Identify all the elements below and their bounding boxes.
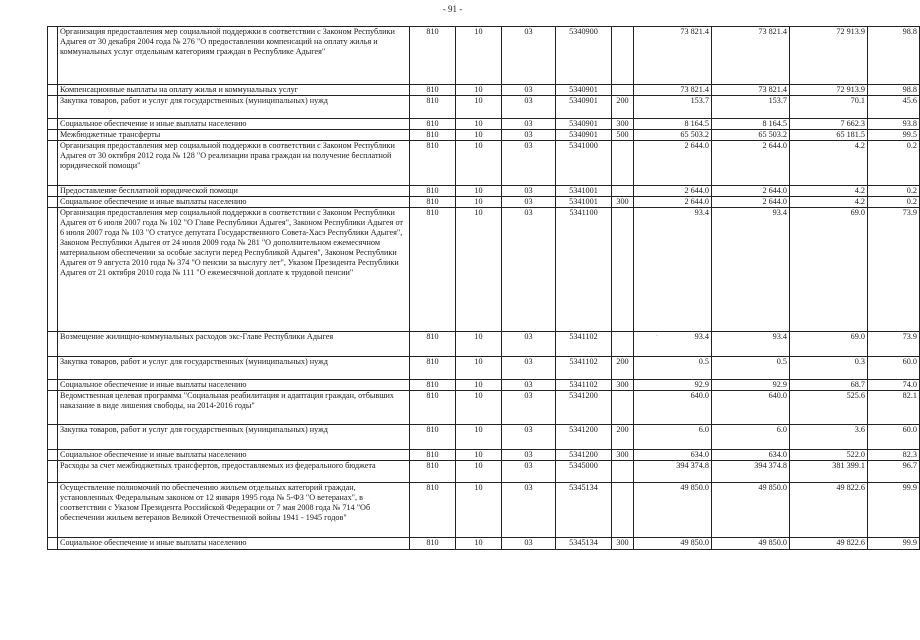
table-row <box>48 85 920 96</box>
row-section-code: 10 <box>456 208 502 332</box>
row-executed-sum: 69.0 <box>790 332 868 357</box>
row-target-article: 5341200 <box>556 450 612 461</box>
row-revised-sum: 93.4 <box>712 208 790 332</box>
row-subsection-code: 03 <box>502 332 556 357</box>
row-margin-cell <box>48 450 58 461</box>
row-expense-type <box>612 186 634 197</box>
row-approved-sum: 93.4 <box>634 208 712 332</box>
row-executed-sum: 4.2 <box>790 186 868 197</box>
row-execution-percent: 0.2 <box>868 186 920 197</box>
row-name: Социальное обеспечение и иные выплаты населению <box>58 450 410 461</box>
row-execution-percent: 0.2 <box>868 141 920 186</box>
row-approved-sum: 93.4 <box>634 332 712 357</box>
row-grbs-code: 810 <box>410 425 456 450</box>
row-execution-percent: 82.3 <box>868 450 920 461</box>
row-subsection-code: 03 <box>502 208 556 332</box>
row-target-article: 5341001 <box>556 197 612 208</box>
row-execution-percent: 99.5 <box>868 130 920 141</box>
row-approved-sum: 49 850.0 <box>634 538 712 550</box>
row-expense-type: 300 <box>612 538 634 550</box>
table-row <box>48 380 920 391</box>
row-name: Организация предоставления мер социальной поддержки в соответствии с Законом Республики Адыгея от 30 декабря 2004 года № 276 "О предоставлении компенсаций на оплату жилья и коммунальных услуг отдельным категориям граждан в Республике Адыгея" <box>58 27 410 85</box>
row-expense-type <box>612 85 634 96</box>
row-target-article: 5341102 <box>556 357 612 380</box>
row-approved-sum: 6.0 <box>634 425 712 450</box>
row-revised-sum: 153.7 <box>712 96 790 119</box>
row-executed-sum: 0.3 <box>790 357 868 380</box>
row-section-code: 10 <box>456 119 502 130</box>
row-section-code: 10 <box>456 461 502 483</box>
table-row <box>48 332 920 357</box>
row-execution-percent: 98.8 <box>868 27 920 85</box>
row-grbs-code: 810 <box>410 208 456 332</box>
row-expense-type: 200 <box>612 425 634 450</box>
row-margin-cell <box>48 357 58 380</box>
row-name: Компенсационные выплаты на оплату жилья и коммунальных услуг <box>58 85 410 96</box>
row-execution-percent: 60.0 <box>868 357 920 380</box>
row-approved-sum: 634.0 <box>634 450 712 461</box>
row-revised-sum: 73 821.4 <box>712 27 790 85</box>
row-revised-sum: 0.5 <box>712 357 790 380</box>
row-revised-sum: 73 821.4 <box>712 85 790 96</box>
row-section-code: 10 <box>456 391 502 425</box>
row-margin-cell <box>48 141 58 186</box>
table-row <box>48 483 920 538</box>
row-subsection-code: 03 <box>502 197 556 208</box>
row-expense-type: 300 <box>612 450 634 461</box>
row-target-article: 5345134 <box>556 483 612 538</box>
row-margin-cell <box>48 119 58 130</box>
table-row <box>48 119 920 130</box>
row-name: Социальное обеспечение и иные выплаты населению <box>58 380 410 391</box>
row-expense-type <box>612 141 634 186</box>
row-grbs-code: 810 <box>410 197 456 208</box>
row-margin-cell <box>48 425 58 450</box>
row-target-article: 5341102 <box>556 332 612 357</box>
row-revised-sum: 49 850.0 <box>712 483 790 538</box>
row-execution-percent: 98.8 <box>868 85 920 96</box>
row-grbs-code: 810 <box>410 119 456 130</box>
row-expense-type <box>612 461 634 483</box>
row-executed-sum: 49 822.6 <box>790 538 868 550</box>
row-executed-sum: 4.2 <box>790 141 868 186</box>
scan-speck: · <box>656 333 658 339</box>
row-section-code: 10 <box>456 357 502 380</box>
table-row <box>48 208 920 332</box>
row-revised-sum: 640.0 <box>712 391 790 425</box>
row-grbs-code: 810 <box>410 380 456 391</box>
row-section-code: 10 <box>456 380 502 391</box>
row-target-article: 5341200 <box>556 391 612 425</box>
row-executed-sum: 4.2 <box>790 197 868 208</box>
table-row <box>48 197 920 208</box>
row-name: Закупка товаров, работ и услуг для государственных (муниципальных) нужд <box>58 425 410 450</box>
row-expense-type: 300 <box>612 197 634 208</box>
row-expense-type: 300 <box>612 119 634 130</box>
row-target-article: 5345000 <box>556 461 612 483</box>
budget-table <box>47 26 920 550</box>
row-approved-sum: 73 821.4 <box>634 27 712 85</box>
row-margin-cell <box>48 130 58 141</box>
row-executed-sum: 65 181.5 <box>790 130 868 141</box>
row-section-code: 10 <box>456 197 502 208</box>
row-execution-percent: 60.0 <box>868 425 920 450</box>
row-execution-percent: 99.9 <box>868 483 920 538</box>
table-row <box>48 538 920 550</box>
row-expense-type <box>612 332 634 357</box>
row-margin-cell <box>48 391 58 425</box>
row-margin-cell <box>48 27 58 85</box>
row-target-article: 5340901 <box>556 130 612 141</box>
row-name: Организация предоставления мер социальной поддержки в соответствии с Законом Республики Адыгея от 30 октября 2012 года № 128 "О реализации права граждан на получение бесплатной юридической помощи" <box>58 141 410 186</box>
row-revised-sum: 2 644.0 <box>712 141 790 186</box>
row-approved-sum: 394 374.8 <box>634 461 712 483</box>
row-subsection-code: 03 <box>502 450 556 461</box>
row-subsection-code: 03 <box>502 538 556 550</box>
row-target-article: 5341001 <box>556 186 612 197</box>
row-approved-sum: 153.7 <box>634 96 712 119</box>
row-section-code: 10 <box>456 538 502 550</box>
row-approved-sum: 49 850.0 <box>634 483 712 538</box>
row-name: Межбюджетные трансферты <box>58 130 410 141</box>
row-section-code: 10 <box>456 332 502 357</box>
row-approved-sum: 2 644.0 <box>634 186 712 197</box>
row-margin-cell <box>48 197 58 208</box>
table-row <box>48 450 920 461</box>
row-section-code: 10 <box>456 27 502 85</box>
row-section-code: 10 <box>456 85 502 96</box>
row-expense-type: 500 <box>612 130 634 141</box>
row-grbs-code: 810 <box>410 186 456 197</box>
row-name: Социальное обеспечение и иные выплаты населению <box>58 119 410 130</box>
row-grbs-code: 810 <box>410 461 456 483</box>
row-name: Ведомственная целевая программа "Социальная реабилитация и адаптация граждан, отбывших наказание в виде лишения свободы, на 2014-2016 годы" <box>58 391 410 425</box>
table-row <box>48 186 920 197</box>
row-section-code: 10 <box>456 425 502 450</box>
row-name: Возмещение жилищно-коммунальных расходов экс-Главе Республики Адыгея <box>58 332 410 357</box>
row-section-code: 10 <box>456 483 502 538</box>
row-grbs-code: 810 <box>410 538 456 550</box>
row-margin-cell <box>48 332 58 357</box>
row-expense-type: 300 <box>612 380 634 391</box>
row-name: Социальное обеспечение и иные выплаты населению <box>58 197 410 208</box>
row-approved-sum: 92.9 <box>634 380 712 391</box>
row-subsection-code: 03 <box>502 85 556 96</box>
row-subsection-code: 03 <box>502 141 556 186</box>
row-section-code: 10 <box>456 96 502 119</box>
row-approved-sum: 2 644.0 <box>634 141 712 186</box>
row-executed-sum: 525.6 <box>790 391 868 425</box>
row-approved-sum: 8 164.5 <box>634 119 712 130</box>
row-subsection-code: 03 <box>502 380 556 391</box>
row-target-article: 5340901 <box>556 85 612 96</box>
row-target-article: 5341200 <box>556 425 612 450</box>
row-executed-sum: 69.0 <box>790 208 868 332</box>
table-row <box>48 391 920 425</box>
row-revised-sum: 8 164.5 <box>712 119 790 130</box>
row-expense-type <box>612 483 634 538</box>
row-revised-sum: 2 644.0 <box>712 186 790 197</box>
row-target-article: 5341100 <box>556 208 612 332</box>
table-row <box>48 27 920 85</box>
row-executed-sum: 3.6 <box>790 425 868 450</box>
table-row <box>48 461 920 483</box>
row-name: Закупка товаров, работ и услуг для государственных (муниципальных) нужд <box>58 96 410 119</box>
row-subsection-code: 03 <box>502 119 556 130</box>
row-expense-type: 200 <box>612 357 634 380</box>
row-executed-sum: 7 662.3 <box>790 119 868 130</box>
row-name: Расходы за счет межбюджетных трансфертов, предоставляемых из федерального бюджета <box>58 461 410 483</box>
row-subsection-code: 03 <box>502 391 556 425</box>
row-execution-percent: 99.9 <box>868 538 920 550</box>
row-revised-sum: 92.9 <box>712 380 790 391</box>
row-grbs-code: 810 <box>410 141 456 186</box>
table-row <box>48 425 920 450</box>
row-executed-sum: 70.1 <box>790 96 868 119</box>
row-approved-sum: 640.0 <box>634 391 712 425</box>
row-subsection-code: 03 <box>502 483 556 538</box>
row-margin-cell <box>48 85 58 96</box>
table-row <box>48 96 920 119</box>
row-margin-cell <box>48 96 58 119</box>
row-execution-percent: 45.6 <box>868 96 920 119</box>
row-name: Закупка товаров, работ и услуг для государственных (муниципальных) нужд <box>58 357 410 380</box>
row-section-code: 10 <box>456 141 502 186</box>
row-subsection-code: 03 <box>502 130 556 141</box>
row-revised-sum: 49 850.0 <box>712 538 790 550</box>
row-revised-sum: 93.4 <box>712 332 790 357</box>
row-section-code: 10 <box>456 450 502 461</box>
row-expense-type <box>612 208 634 332</box>
row-grbs-code: 810 <box>410 96 456 119</box>
row-execution-percent: 73.9 <box>868 208 920 332</box>
row-target-article: 5340901 <box>556 119 612 130</box>
row-name: Предоставление бесплатной юридической помощи <box>58 186 410 197</box>
row-expense-type <box>612 27 634 85</box>
row-execution-percent: 96.7 <box>868 461 920 483</box>
row-grbs-code: 810 <box>410 130 456 141</box>
row-subsection-code: 03 <box>502 357 556 380</box>
row-approved-sum: 65 503.2 <box>634 130 712 141</box>
row-execution-percent: 73.9 <box>868 332 920 357</box>
row-section-code: 10 <box>456 130 502 141</box>
row-executed-sum: 522.0 <box>790 450 868 461</box>
row-name: Организация предоставления мер социальной поддержки в соответствии с Законом Республики Адыгея от 6 июля 2007 года № 102 "О Главе Республики Адыгея", Законом Республики Адыгея от 6 июля 2007 года № 103 "О статусе депутата Государственного Совета-Хасэ Республики Адыгея", Законом Республики Адыгея от 24 июля 2009 года № 281 "О дополнительном ежемесячном материальном обеспечении за особые заслуги перед Республикой Адыгея", Законом Республики Адыгея от 9 августа 2010 года № 374 "О пенсии за выслугу лет", Указом Президента Республики Адыгея от 21 октября 2010 года № 111 "О ежемесячной доплате к трудовой пенсии" <box>58 208 410 332</box>
row-revised-sum: 2 644.0 <box>712 197 790 208</box>
row-revised-sum: 394 374.8 <box>712 461 790 483</box>
row-execution-percent: 82.1 <box>868 391 920 425</box>
row-target-article: 5345134 <box>556 538 612 550</box>
row-subsection-code: 03 <box>502 186 556 197</box>
row-margin-cell <box>48 380 58 391</box>
table-row <box>48 130 920 141</box>
row-margin-cell <box>48 461 58 483</box>
row-target-article: 5341102 <box>556 380 612 391</box>
row-executed-sum: 49 822.6 <box>790 483 868 538</box>
row-grbs-code: 810 <box>410 450 456 461</box>
row-executed-sum: 72 913.9 <box>790 27 868 85</box>
row-name: Осуществление полномочий по обеспечению жильем отдельных категорий граждан, установленных Федеральным законом от 12 января 1995 года № 5-ФЗ "О ветеранах", в соответствии с Указом Президента Российской Федерации от 7 мая 2008 года № 714 "Об обеспечении жильем ветеранов Великой Отечественной войны 1941 - 1945 годов" <box>58 483 410 538</box>
row-executed-sum: 381 399.1 <box>790 461 868 483</box>
row-margin-cell <box>48 208 58 332</box>
row-executed-sum: 72 913.9 <box>790 85 868 96</box>
row-expense-type <box>612 391 634 425</box>
row-target-article: 5340900 <box>556 27 612 85</box>
row-executed-sum: 68.7 <box>790 380 868 391</box>
row-grbs-code: 810 <box>410 332 456 357</box>
row-revised-sum: 6.0 <box>712 425 790 450</box>
row-approved-sum: 2 644.0 <box>634 197 712 208</box>
row-grbs-code: 810 <box>410 357 456 380</box>
row-subsection-code: 03 <box>502 27 556 85</box>
row-grbs-code: 810 <box>410 85 456 96</box>
row-approved-sum: 0.5 <box>634 357 712 380</box>
row-grbs-code: 810 <box>410 27 456 85</box>
row-subsection-code: 03 <box>502 425 556 450</box>
row-expense-type: 200 <box>612 96 634 119</box>
row-grbs-code: 810 <box>410 483 456 538</box>
row-section-code: 10 <box>456 186 502 197</box>
row-margin-cell <box>48 186 58 197</box>
row-execution-percent: 74.0 <box>868 380 920 391</box>
row-grbs-code: 810 <box>410 391 456 425</box>
row-target-article: 5340901 <box>556 96 612 119</box>
table-row <box>48 357 920 380</box>
table-row <box>48 141 920 186</box>
row-revised-sum: 65 503.2 <box>712 130 790 141</box>
row-execution-percent: 93.8 <box>868 119 920 130</box>
row-subsection-code: 03 <box>502 461 556 483</box>
row-subsection-code: 03 <box>502 96 556 119</box>
row-margin-cell <box>48 483 58 538</box>
row-revised-sum: 634.0 <box>712 450 790 461</box>
row-margin-cell <box>48 538 58 550</box>
row-name: Социальное обеспечение и иные выплаты населению <box>58 538 410 550</box>
row-target-article: 5341000 <box>556 141 612 186</box>
page-number: - 91 - <box>442 4 463 14</box>
row-execution-percent: 0.2 <box>868 197 920 208</box>
row-approved-sum: 73 821.4 <box>634 85 712 96</box>
